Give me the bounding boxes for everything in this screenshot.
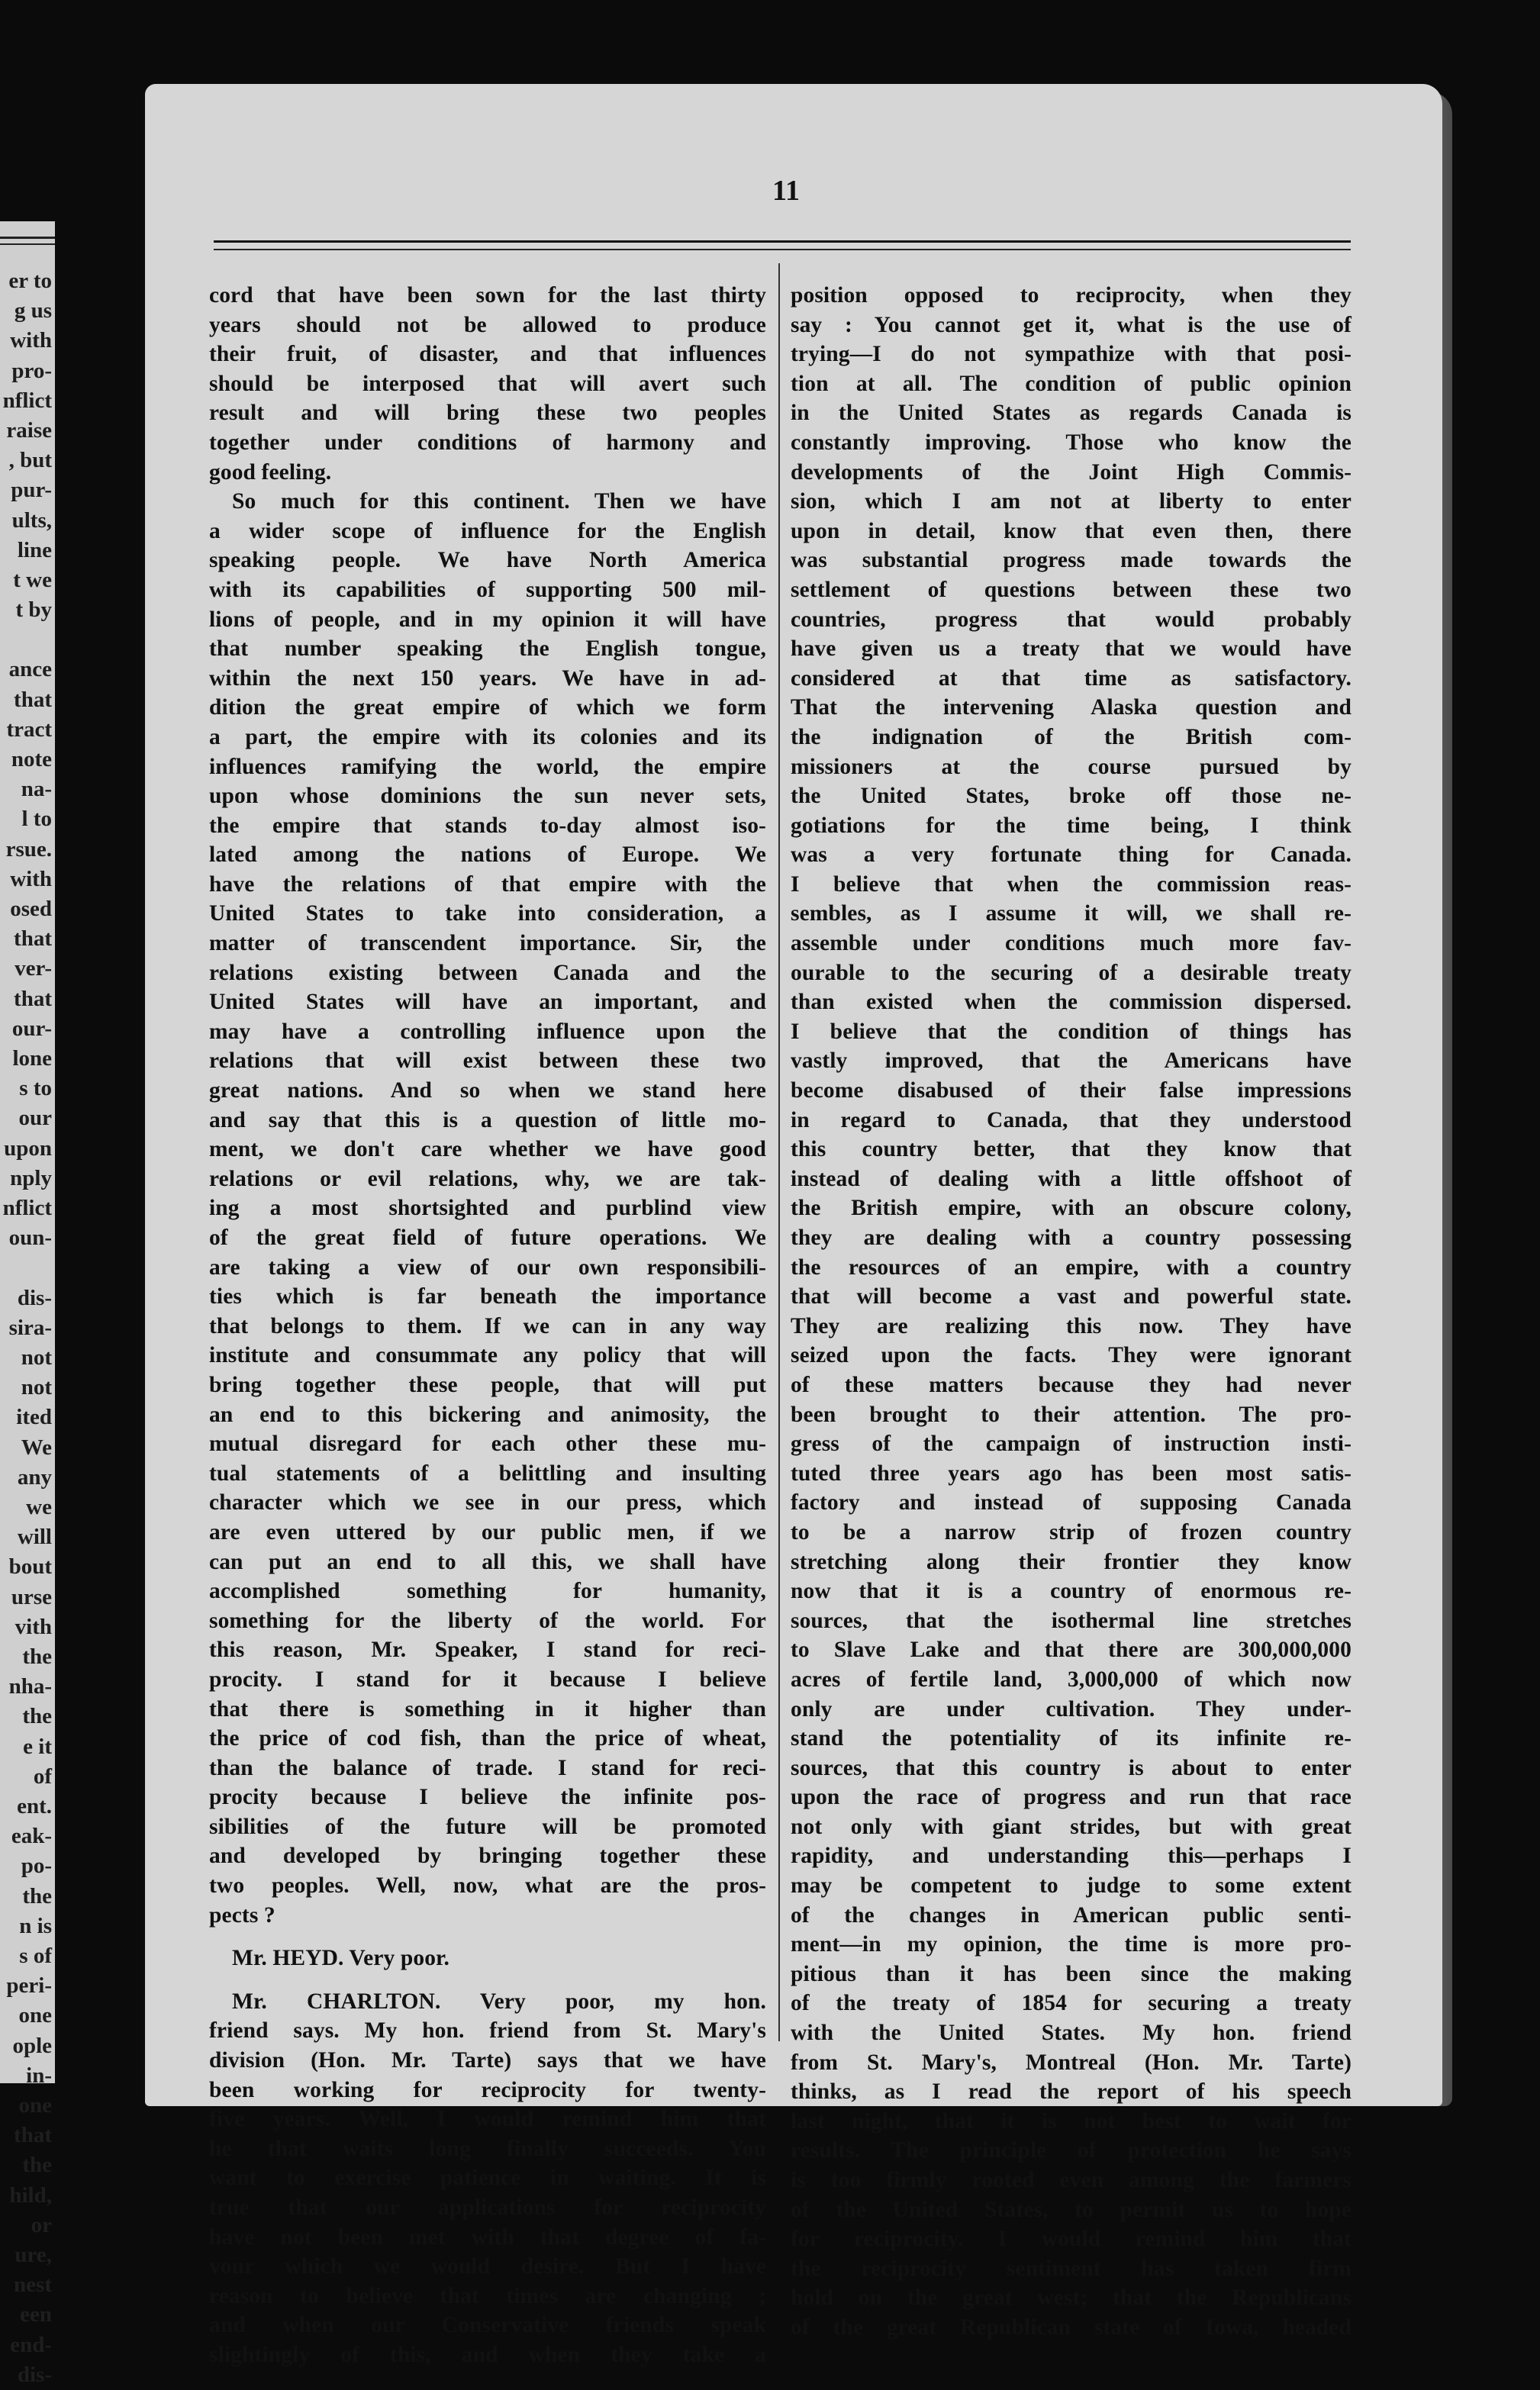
fragment-line: one — [18, 2092, 52, 2118]
text-line: two peoples. Well, now, what are the pros- — [209, 1873, 766, 1899]
fragment-line: that — [14, 687, 52, 712]
fragment-line: that — [14, 926, 52, 952]
text-line: lated among the nations of Europe. We — [209, 842, 766, 868]
text-line: of the great field of future operations. We — [209, 1226, 766, 1250]
text-line: five years. Well, I would remind him that — [209, 2107, 766, 2132]
fragment-line: , but — [8, 448, 52, 473]
text-line: Mr. HEYD. Very poor. — [232, 1946, 450, 1971]
text-line: with its capabilities of supporting 500 mil- — [209, 577, 766, 602]
fragment-line: the — [22, 1704, 52, 1729]
text-line: relations that will exist between these two — [209, 1048, 766, 1074]
text-line: great nations. And so when we stand here — [209, 1078, 766, 1103]
text-line: countries, progress that would probably — [791, 607, 1352, 632]
fragment-line: ople — [12, 2033, 52, 2058]
fragment-line: our — [18, 1106, 52, 1131]
text-line: good feeling. — [209, 459, 332, 485]
text-line: within the next 150 years. We have in ad- — [209, 665, 766, 691]
text-line: United States to take into consideration, a — [209, 901, 766, 926]
text-line: from St. Mary's, Montreal (Hon. Mr. Tarte) — [791, 2050, 1352, 2075]
text-line: rapidity, and understanding this—perhaps I — [791, 1844, 1352, 1869]
text-line: with the United States. My hon. friend — [791, 2021, 1352, 2046]
text-line: stand the potentiality of its infinite re- — [791, 1726, 1352, 1751]
fragment-line: er to — [8, 269, 52, 293]
fragment-line: g us — [14, 298, 52, 324]
fragment-line: e it — [23, 1734, 52, 1759]
left-text-column — [209, 281, 766, 2370]
text-line: the indignation of the British com- — [791, 724, 1352, 749]
text-line: upon the race of progress and run that race — [791, 1785, 1352, 1810]
text-line: position opposed to reciprocity, when they — [791, 283, 1352, 308]
right-text-column — [791, 281, 1352, 2343]
text-line: ment, we don't care whether we have good — [209, 1137, 766, 1162]
text-line: have not been met with that degree of fa- — [209, 2224, 766, 2250]
fragment-line: we — [26, 1494, 52, 1519]
text-line: pects ? — [209, 1902, 275, 1928]
text-line: have given us a treaty that we would have — [791, 636, 1352, 662]
text-line: the resources of an empire, with a country — [791, 1255, 1352, 1280]
text-line: the price of cod fish, than the price of wheat, — [209, 1726, 766, 1751]
fragment-line: een — [20, 2302, 52, 2327]
text-line: sibilities of the future will be promoted — [209, 1814, 766, 1839]
fragment-line: our- — [11, 1016, 52, 1041]
text-line: true that our applications for reciprocity — [209, 2195, 766, 2220]
fragment-line: that — [14, 2123, 52, 2148]
text-line: that number speaking the English tongue, — [209, 636, 766, 662]
text-line: result and will bring these two peoples — [209, 401, 766, 426]
text-line: want to exercise patience in waiting. It is — [209, 2166, 766, 2191]
text-line: in the United States as regards Canada is — [791, 401, 1352, 426]
text-line: vastly improved, that the Americans have — [791, 1048, 1352, 1074]
text-line: the empire that stands to-day almost iso- — [209, 813, 766, 838]
fragment-line: po- — [21, 1854, 52, 1879]
text-line: upon whose dominions the sun never sets, — [209, 784, 766, 809]
text-line: tion at all. The condition of public opinion — [791, 371, 1352, 396]
adjacent-page-fragment — [0, 221, 55, 2387]
text-line: is too firmly rooted even among the farmers — [791, 2168, 1352, 2192]
text-line: acres of fertile land, 3,000,000 of which now — [791, 1667, 1352, 1692]
text-line: that belongs to them. If we can in any way — [209, 1313, 766, 1338]
text-line: speaking people. We have North America — [209, 548, 766, 573]
fragment-line: eak- — [11, 1824, 52, 1849]
fragment-line: line — [17, 537, 52, 562]
text-line: So much for this continent. Then we have — [232, 489, 766, 514]
fragment-line: t by — [15, 598, 52, 623]
text-line: been brought to their attention. The pro- — [791, 1402, 1352, 1427]
text-line: sion, which I am not at liberty to enter — [791, 489, 1352, 514]
text-line: seized upon the facts. They were ignorant — [791, 1343, 1352, 1368]
text-line: a part, the empire with its colonies and its — [209, 724, 766, 749]
text-line: in regard to Canada, that they understood — [791, 1107, 1352, 1132]
text-line: stretching along their frontier they know — [791, 1549, 1352, 1574]
text-line: instead of dealing with a little offshoot of — [791, 1166, 1352, 1191]
text-line: been working for reciprocity for twenty- — [209, 2077, 766, 2102]
fragment-line: will — [17, 1525, 52, 1550]
text-line: procity because I believe the infinite pos- — [209, 1785, 766, 1810]
fragment-line: oun- — [8, 1226, 52, 1251]
text-line: may have a controlling influence upon the — [209, 1019, 766, 1044]
header-rule — [214, 240, 1351, 250]
text-line: mutual disregard for each other these mu- — [209, 1432, 766, 1457]
adjacent-page-rule — [0, 237, 55, 245]
fragment-line: ure, — [14, 2243, 52, 2267]
text-line: for reciprocity. I would remind him that — [791, 2227, 1352, 2252]
fragment-line: ver- — [14, 956, 52, 981]
adjacent-page-lines — [0, 266, 55, 2390]
fragment-line: ults, — [11, 507, 52, 533]
text-line: sources, that this country is about to enter — [791, 1755, 1352, 1780]
fragment-line: s to — [19, 1076, 52, 1101]
paragraph-gap — [209, 1930, 766, 1944]
fragment-line: rsue. — [5, 836, 52, 862]
text-line: can put an end to all this, we shall have — [209, 1549, 766, 1574]
text-line: together under conditions of harmony and — [209, 430, 766, 455]
fragment-line: We — [21, 1435, 52, 1460]
text-line: Mr. CHARLTON. Very poor, my hon. — [232, 1989, 766, 2014]
text-line: constantly improving. Those who know the — [791, 430, 1352, 455]
text-line: vour which we would desire. But I have — [209, 2254, 766, 2279]
fragment-line: or — [31, 2212, 52, 2237]
text-line: factory and instead of supposing Canada — [791, 1490, 1352, 1515]
fragment-line: n is — [19, 1913, 52, 1938]
text-line: than existed when the commission dispersed. — [791, 990, 1352, 1015]
text-line: of these matters because they had never — [791, 1372, 1352, 1397]
text-line: ment—in my opinion, the time is more pro- — [791, 1932, 1352, 1957]
text-line: results. The principle of protection he says — [791, 2138, 1352, 2163]
text-line: matter of transcendent importance. Sir, the — [209, 931, 766, 956]
text-line: and say that this is a question of little mo- — [209, 1107, 766, 1132]
fragment-line: in- — [26, 2063, 52, 2088]
text-line: they are dealing with a country possessing — [791, 1226, 1352, 1250]
fragment-line: s of — [19, 1943, 52, 1968]
fragment-line: dis- — [17, 2362, 52, 2387]
fragment-line: that — [14, 986, 52, 1011]
fragment-line: dis- — [17, 1285, 52, 1310]
fragment-line: not — [21, 1345, 52, 1370]
fragment-line: hild, — [9, 2182, 52, 2208]
fragment-line: tract — [6, 717, 52, 742]
fragment-line: end- — [10, 2332, 52, 2357]
text-line: that there is something in it higher than — [209, 1696, 766, 1722]
text-line: relations existing between Canada and the — [209, 960, 766, 985]
fragment-line: urse — [11, 1584, 52, 1609]
text-line: the United States, broke off those ne- — [791, 784, 1352, 809]
text-line: settlement of questions between these two — [791, 577, 1352, 602]
text-line: and developed by bringing together these — [209, 1844, 766, 1869]
fragment-line: not — [21, 1375, 52, 1400]
fragment-line: bout — [8, 1554, 52, 1580]
text-line: was substantial progress made towards the — [791, 548, 1352, 573]
text-line: ties which is far beneath the importance — [209, 1284, 766, 1309]
fragment-line: nha- — [8, 1674, 52, 1699]
text-line: pitious than it has been since the making — [791, 1961, 1352, 1986]
text-line: of the great Republican state of Iowa, headed — [791, 2314, 1352, 2340]
fragment-line: peri- — [6, 1973, 52, 1999]
fragment-line: raise — [6, 418, 52, 443]
text-line: last night, that it is not best to wait for — [791, 2108, 1352, 2134]
text-line: upon in detail, know that even then, there — [791, 518, 1352, 543]
fragment-line: l to — [21, 807, 52, 832]
text-line: developments of the Joint High Commis- — [791, 459, 1352, 485]
text-line: of the changes in American public senti- — [791, 1902, 1352, 1928]
text-line: to Slave Lake and that there are 300,000,000 — [791, 1638, 1352, 1663]
text-line: and when our Conservative friends speak — [209, 2313, 766, 2338]
text-line: division (Hon. Mr. Tarte) says that we have — [209, 2048, 766, 2073]
text-line: he that waits long finally succeeds. You — [209, 2136, 766, 2161]
fragment-line: any — [17, 1464, 52, 1490]
text-line: only are under cultivation. They under- — [791, 1696, 1352, 1722]
text-line: that will become a vast and powerful state. — [791, 1284, 1352, 1309]
column-divider — [778, 263, 780, 2041]
text-line: That the intervening Alaska question and — [791, 695, 1352, 720]
text-line: institute and consummate any policy that will — [209, 1343, 766, 1368]
text-line: of the treaty of 1854 for securing a treaty — [791, 1991, 1352, 2016]
text-line: sembles, as I assume it will, we shall re- — [791, 901, 1352, 926]
fragment-line: sira- — [8, 1315, 52, 1340]
text-line: ourable to the securing of a desirable treaty — [791, 960, 1352, 985]
text-line: this country better, that they know that — [791, 1137, 1352, 1162]
text-line: now that it is a country of enormous re- — [791, 1579, 1352, 1604]
text-line: the British empire, with an obscure colony, — [791, 1196, 1352, 1221]
fragment-line: ance — [8, 657, 52, 682]
text-line: say : You cannot get it, what is the use of — [791, 312, 1352, 337]
text-line: bring together these people, that will put — [209, 1372, 766, 1397]
text-line: are even uttered by our public men, if we — [209, 1519, 766, 1544]
text-line: assemble under conditions much more fav- — [791, 931, 1352, 956]
fragment-line: the — [22, 1644, 52, 1669]
fragment-line: nflict — [2, 388, 52, 413]
fragment-line: pro- — [11, 358, 52, 383]
fragment-line: the — [22, 2153, 52, 2178]
text-line: influences ramifying the world, the empire — [209, 754, 766, 779]
fragment-line: na- — [21, 777, 52, 802]
text-line: relations or evil relations, why, we are tak- — [209, 1166, 766, 1191]
fragment-line: ited — [16, 1405, 52, 1430]
fragment-line: of — [33, 1764, 52, 1789]
text-line: are taking a view of our own responsibili- — [209, 1255, 766, 1280]
text-line: should be interposed that will avert such — [209, 371, 766, 396]
text-line: thinks, as I read the report of his speech — [791, 2079, 1352, 2105]
text-line: slightingly of this, and when they take a — [209, 2342, 766, 2367]
fragment-line: one — [18, 2003, 52, 2028]
text-line: friend says. My hon. friend from St. Mary's — [209, 2018, 766, 2044]
text-line: tuted three years ago has been most satis- — [791, 1461, 1352, 1486]
text-line: cord that have been sown for the last thirty — [209, 283, 766, 308]
fragment-line: with — [10, 328, 52, 353]
text-line: reason to believe that times are changing ; — [209, 2283, 766, 2308]
fragment-line: pur- — [11, 478, 52, 503]
text-line: tual statements of a belittling and insulting — [209, 1461, 766, 1486]
fragment-line: nflict — [2, 1196, 52, 1221]
text-line: lions of people, and in my opinion it will have — [209, 607, 766, 632]
text-line: character which we see in our press, which — [209, 1490, 766, 1515]
text-line: this reason, Mr. Speaker, I stand for reci- — [209, 1638, 766, 1663]
fragment-line: the — [22, 1883, 52, 1908]
fragment-line: lone — [12, 1046, 52, 1071]
text-line: dition the great empire of which we form — [209, 695, 766, 720]
text-line: missioners at the course pursued by — [791, 754, 1352, 779]
text-line: than the balance of trade. I stand for reci- — [209, 1755, 766, 1780]
text-line: may be competent to judge to some extent — [791, 1873, 1352, 1899]
text-line: the reciprocity sentiment has taken firm — [791, 2256, 1352, 2281]
text-line: I believe that the condition of things has — [791, 1019, 1352, 1044]
text-line: gress of the campaign of instruction insti- — [791, 1432, 1352, 1457]
fragment-line: t we — [13, 568, 52, 593]
text-line: accomplished something for humanity, — [209, 1579, 766, 1604]
fragment-line: osed — [10, 897, 52, 922]
text-line: procity. I stand for it because I believe — [209, 1667, 766, 1692]
text-line: trying—I do not sympathize with that posi- — [791, 342, 1352, 367]
text-line: a wider scope of influence for the English — [209, 518, 766, 543]
text-line: something for the liberty of the world. For — [209, 1608, 766, 1633]
text-line: of the United States, to permit us to hope — [791, 2197, 1352, 2222]
text-line: I believe that when the commission reas- — [791, 871, 1352, 897]
text-line: not only with giant strides, but with great — [791, 1814, 1352, 1839]
text-line: gotiations for the time being, I think — [791, 813, 1352, 838]
text-line: hold on the great west; that the Republicans — [791, 2285, 1352, 2311]
fragment-line: nply — [10, 1165, 52, 1190]
text-line: to be a narrow strip of frozen country — [791, 1519, 1352, 1544]
text-line: considered at that time as satisfactory. — [791, 665, 1352, 691]
fragment-line: with — [10, 866, 52, 891]
text-line: ing a most shortsighted and purblind view — [209, 1196, 766, 1221]
fragment-line: ent. — [17, 1793, 52, 1818]
fragment-line — [0, 625, 55, 655]
text-line: an end to this bickering and animosity, the — [209, 1402, 766, 1427]
text-line: sources, that the isothermal line stretches — [791, 1608, 1352, 1633]
fragment-line: nest — [14, 2272, 52, 2298]
fragment-line: note — [11, 747, 52, 772]
fragment-line: vith — [14, 1614, 52, 1639]
text-line: have the relations of that empire with the — [209, 871, 766, 897]
text-line: was a very fortunate thing for Canada. — [791, 842, 1352, 868]
text-line: their fruit, of disaster, and that influences — [209, 342, 766, 367]
text-line: United States will have an important, and — [209, 990, 766, 1015]
paragraph-gap — [209, 1973, 766, 1987]
fragment-line — [0, 1254, 55, 1284]
text-line: years should not be allowed to produce — [209, 312, 766, 337]
fragment-line: upon — [4, 1135, 52, 1161]
page-number: 11 — [772, 175, 800, 207]
text-line: become disabused of their false impressions — [791, 1078, 1352, 1103]
text-line: They are realizing this now. They have — [791, 1313, 1352, 1338]
